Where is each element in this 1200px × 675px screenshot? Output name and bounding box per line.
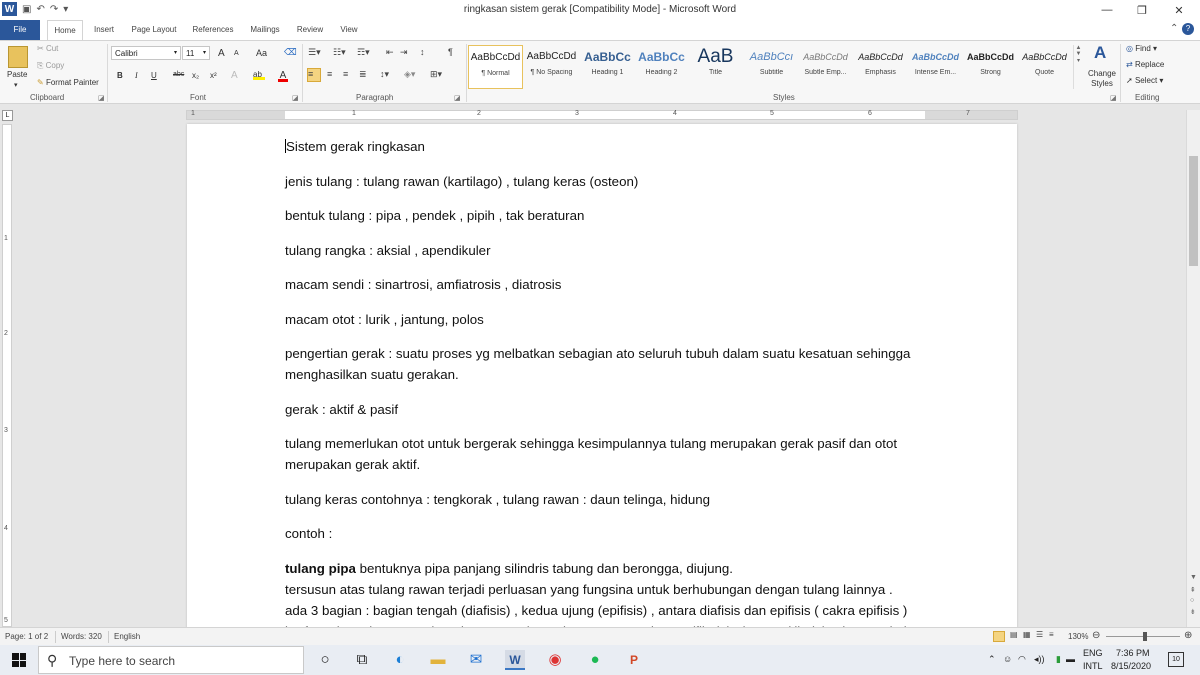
change-case-button[interactable]: Aa	[256, 48, 268, 58]
tab-insert[interactable]: Insert	[93, 25, 114, 34]
change-styles-button[interactable]: Change Styles	[1087, 69, 1117, 88]
font-launcher-icon[interactable]: ◪	[292, 95, 299, 102]
align-center-icon[interactable]: ≡	[327, 69, 333, 79]
outline-icon[interactable]: ☰	[1036, 630, 1044, 639]
numbering-icon[interactable]: ☷▾	[333, 47, 346, 57]
format-painter-label: Format Painter	[45, 78, 99, 87]
ruler-number: 3	[575, 110, 579, 117]
style-sample: AaB	[697, 46, 734, 67]
chevron-down-icon: ▾	[202, 50, 206, 56]
style-name: Strong	[980, 69, 1001, 76]
zoom-out-icon[interactable]: ⊖	[1092, 630, 1101, 641]
ribbon-home	[0, 40, 1200, 104]
ruler-number: 2	[477, 110, 481, 117]
paragraph[interactable]: contoh :	[285, 526, 333, 541]
wifi-icon[interactable]: ◠	[1018, 654, 1026, 664]
clipboard-group-label: Clipboard	[30, 93, 65, 102]
redo-icon[interactable]: ↷	[49, 3, 59, 15]
ruler-number: 1	[191, 110, 195, 117]
align-left-icon[interactable]: ≡	[307, 68, 321, 82]
show-formatting-icon[interactable]: ¶	[448, 47, 453, 57]
style-sample: AaBbCcDd	[803, 52, 848, 62]
draft-icon[interactable]: ≡	[1049, 630, 1054, 639]
styles-gallery-scroll[interactable]: ▲ ▼ ▾	[1073, 45, 1083, 89]
style-sample: AaBbCcDd	[1022, 52, 1067, 62]
paragraph-tulang-pipa[interactable]	[285, 558, 925, 579]
edge-icon[interactable]: ◐	[395, 651, 405, 668]
paste-button[interactable]: Paste	[7, 70, 28, 79]
style-name: Quote	[1034, 69, 1055, 76]
word-taskbar-icon[interactable]: W	[505, 650, 525, 670]
decrease-indent-icon[interactable]: ⇤	[386, 47, 394, 57]
style-heading-1[interactable]	[580, 45, 635, 89]
style-name: Title	[709, 69, 722, 76]
input-language-line1[interactable]: ENG	[1083, 648, 1103, 658]
cursor-arrow-icon: ➚	[1126, 76, 1135, 85]
style-sample: AaBbCcDd	[911, 52, 959, 62]
tab-home[interactable]: Home	[47, 20, 83, 41]
prev-page-icon[interactable]: ⇞	[1190, 587, 1196, 594]
clock-date[interactable]: 8/15/2020	[1111, 661, 1152, 671]
replace-label: Replace	[1134, 60, 1165, 69]
tab-selector[interactable]: L	[2, 110, 13, 121]
chevron-down-icon: ▾	[173, 50, 177, 56]
clipboard-launcher-icon[interactable]: ◪	[98, 95, 105, 102]
find-label: Find	[1135, 44, 1151, 53]
paragraph-launcher-icon[interactable]: ◪	[454, 95, 461, 102]
paragraph[interactable]: macam otot : lurik , jantung, polos	[285, 311, 484, 327]
input-language-line2[interactable]: INTL	[1083, 661, 1103, 671]
customize-qat-icon[interactable]: ▾	[63, 3, 69, 15]
next-page-icon[interactable]: ⇟	[1190, 609, 1196, 616]
style-sample: AaBbCcDd	[470, 52, 521, 63]
find-button[interactable]: ◎ Find ▾	[1126, 44, 1158, 53]
paragraph[interactable]: tulang keras contohnya : tengkorak , tulang rawan : daun telinga, hidung	[285, 491, 711, 507]
scrollbar-thumb[interactable]	[1189, 156, 1198, 266]
select-button[interactable]: ➚ Select ▾	[1126, 76, 1164, 85]
paragraph[interactable]: bentuk tulang : pipa , pendek , pipih , tak beraturan	[285, 208, 585, 223]
style-sample: AaBbCcDd	[858, 52, 903, 62]
change-styles-icon: A	[1094, 43, 1107, 62]
language[interactable]: English	[114, 632, 141, 641]
style-name: Intense Em...	[914, 69, 957, 76]
style-subtitle[interactable]	[744, 45, 799, 89]
word-count[interactable]: Words: 320	[61, 632, 102, 641]
keyboard-icon[interactable]: ▬	[1066, 654, 1075, 664]
vertical-ruler[interactable]	[2, 124, 12, 627]
ruler-number: 1	[4, 235, 8, 242]
ruler-number: 3	[4, 427, 8, 434]
ruler-number: 5	[770, 110, 774, 117]
font-size-box[interactable]	[182, 46, 210, 60]
tab-view[interactable]: View	[340, 25, 358, 34]
ruler-right-margin	[925, 111, 1017, 119]
status-divider	[108, 631, 109, 643]
restore-button[interactable]: ❐	[1137, 4, 1147, 17]
style-title[interactable]	[688, 45, 743, 89]
ribbon-tabs	[0, 20, 1200, 40]
save-icon[interactable]: ▣	[22, 3, 32, 15]
ruler-number: 2	[4, 330, 8, 337]
grow-font-button[interactable]: A	[218, 48, 225, 59]
style-name: Heading 1	[591, 69, 624, 76]
style-subtle-emphasis[interactable]	[798, 45, 853, 89]
paragraph[interactable]: macam sendi : sinartrosi, amfiatrosis , diatrosis	[285, 277, 562, 292]
tab-review[interactable]: Review	[296, 25, 324, 34]
print-layout-icon[interactable]	[993, 631, 1005, 642]
scissors-icon: ✂	[37, 44, 46, 53]
status-divider	[55, 631, 56, 643]
bold-button[interactable]: B	[117, 71, 123, 80]
subscript-button[interactable]: x₂	[192, 71, 200, 80]
title-bar	[0, 0, 1200, 20]
brush-icon: ✎	[37, 78, 46, 87]
paragraph[interactable]: pengertian gerak : suatu proses yg melbatkan sebagian ato seluruh tubuh dalam suatu kesatuan sehingga menghasilkan suatu gerakan.	[285, 346, 911, 382]
ruler-number: 1	[352, 110, 356, 117]
tab-page-layout[interactable]: Page Layout	[131, 25, 177, 34]
chrome-icon[interactable]: ◉	[548, 651, 562, 668]
ruler-number: 6	[868, 110, 872, 117]
people-icon[interactable]: ☺	[1003, 654, 1013, 664]
group-divider	[107, 44, 108, 102]
format-painter-button[interactable]	[37, 78, 99, 87]
align-right-icon[interactable]: ≡	[343, 69, 349, 79]
sort-icon[interactable]: ↕	[420, 47, 425, 57]
ruler-number: 4	[4, 525, 8, 532]
replace-button[interactable]	[1126, 60, 1164, 69]
file-explorer-icon[interactable]: ▬	[430, 651, 446, 668]
style-sample: AaBbCcı	[749, 51, 794, 63]
font-group-label: Font	[190, 93, 207, 102]
bold-term: tulang pipa	[285, 560, 356, 576]
justify-icon[interactable]: ≣	[359, 69, 367, 79]
font-color-icon[interactable]: A	[279, 70, 287, 81]
style-heading-2[interactable]	[634, 45, 689, 89]
volume-icon[interactable]: ◂))	[1034, 654, 1045, 664]
mail-icon[interactable]: ✉	[469, 651, 483, 668]
tab-file[interactable]: File	[0, 20, 40, 40]
strikethrough-button[interactable]: abc	[173, 71, 185, 78]
paragraph-text: bentuknya pipa panjang silindris tabung dan berongga, diujung.	[355, 560, 733, 576]
line-spacing-icon[interactable]: ↕▾	[380, 69, 390, 79]
styles-launcher-icon[interactable]: ◪	[1110, 95, 1117, 102]
style-no-spacing[interactable]	[524, 45, 579, 89]
close-button[interactable]: ✕	[1174, 4, 1184, 17]
paragraph[interactable]: tulang rangka : aksial , apendikuler	[285, 242, 491, 258]
style-intense-emphasis[interactable]	[908, 45, 963, 89]
scroll-down-icon[interactable]: ▼	[1190, 574, 1197, 581]
group-divider	[1120, 44, 1121, 102]
help-icon[interactable]: ?	[1182, 23, 1194, 35]
paragraph[interactable]: ada 3 bagian : bagian tengah (diafisis) , kedua ujung (epifisis) , antara diafisis dan epifisis ( cakra epifisis )	[285, 602, 908, 618]
status-bar	[0, 627, 1200, 645]
shading-icon[interactable]: ◈▾	[404, 69, 416, 79]
paragraph[interactable]: gerak : aktif & pasif	[285, 401, 399, 417]
web-layout-icon[interactable]: ▦	[1023, 630, 1031, 639]
style-name: Emphasis	[865, 69, 896, 76]
font-size-value: 11	[186, 49, 195, 58]
clear-formatting-icon[interactable]: ⌫	[284, 47, 297, 57]
replace-icon: ⇄	[1126, 60, 1135, 69]
copy-button[interactable]	[37, 61, 64, 71]
italic-button[interactable]: I	[135, 71, 138, 80]
style-quote[interactable]	[1017, 45, 1072, 89]
ruler-number: 5	[4, 617, 8, 624]
cut-button[interactable]	[37, 44, 58, 53]
full-screen-reading-icon[interactable]: ▤	[1010, 630, 1018, 639]
style-normal[interactable]	[468, 45, 523, 89]
binoculars-icon: ◎	[1126, 44, 1136, 53]
style-name: ¶ Normal	[481, 70, 510, 77]
style-sample: AaBbCcDd	[966, 52, 1014, 62]
document-body[interactable]	[285, 136, 925, 634]
windows-taskbar	[0, 645, 1200, 675]
editing-group-label: Editing	[1135, 93, 1160, 102]
cortana-icon[interactable]: ○	[320, 651, 330, 668]
font-name-box[interactable]	[111, 46, 181, 60]
windows-start-icon[interactable]	[12, 653, 26, 667]
tab-mailings[interactable]: Mailings	[250, 25, 280, 34]
word-logo-icon: W	[2, 2, 17, 16]
paste-dropdown-icon[interactable]: ▾	[14, 82, 18, 89]
search-placeholder: Type here to search	[69, 654, 176, 668]
taskbar-search[interactable]	[38, 646, 304, 674]
zoom-in-icon[interactable]: ⊕	[1184, 630, 1193, 641]
bullets-icon[interactable]: ☰▾	[308, 47, 321, 57]
style-name: Subtitle	[759, 69, 784, 76]
style-name: Heading 2	[645, 69, 678, 76]
tab-references[interactable]: References	[192, 25, 234, 34]
zoom-level[interactable]: 130%	[1068, 632, 1089, 641]
multilevel-list-icon[interactable]: ☶▾	[357, 47, 370, 57]
select-label: Select	[1134, 76, 1158, 85]
horizontal-ruler[interactable]	[186, 110, 1018, 120]
shrink-font-button[interactable]: A	[234, 50, 239, 57]
tray-expand-icon[interactable]: ⌃	[988, 654, 996, 664]
page-count[interactable]: Page: 1 of 2	[5, 632, 49, 641]
spotify-icon[interactable]: ●	[590, 651, 600, 668]
paragraph[interactable]: jenis tulang : tulang rawan (kartilago) , tulang keras (osteon)	[285, 173, 639, 189]
ruler-number: 7	[966, 110, 970, 117]
document-page[interactable]	[187, 124, 1017, 634]
style-emphasis[interactable]	[853, 45, 908, 89]
styles-group-label: Styles	[773, 93, 795, 102]
doc-title-text: Sistem gerak ringkasan	[286, 139, 425, 154]
ruler-number: 4	[673, 110, 677, 117]
search-icon: ⚲	[47, 652, 58, 668]
doc-title[interactable]	[285, 136, 925, 157]
increase-indent-icon[interactable]: ⇥	[400, 47, 408, 57]
browse-object-icon[interactable]: ○	[1190, 597, 1195, 604]
zoom-slider-thumb[interactable]	[1143, 632, 1147, 641]
minimize-button[interactable]: —	[1101, 4, 1113, 16]
highlight-icon[interactable]: ab	[253, 70, 265, 80]
paragraph[interactable]: tulang memerlukan otot untuk bergerak sehingga kesimpulannya tulang merupakan gerak pasif dan otot merupakan gerak aktif.	[285, 436, 898, 472]
notification-center-icon[interactable]: 10	[1168, 652, 1184, 667]
copy-icon: ⎘	[37, 61, 46, 70]
window-title: ringkasan sistem gerak [Compatibility Mode] - Microsoft Word	[463, 4, 737, 15]
clock-time[interactable]: 7:36 PM	[1116, 648, 1150, 658]
paragraph[interactable]: tersusun atas tulang rawan terjadi perluasan yang fungsina untuk berhubungan dengan tulang lainnya .	[285, 581, 893, 597]
font-name-value: Calibri	[115, 49, 138, 58]
style-name: ¶ No Spacing	[530, 69, 573, 76]
underline-button[interactable]: U	[151, 71, 157, 80]
style-strong[interactable]	[963, 45, 1018, 89]
paragraph-group-label: Paragraph	[356, 93, 394, 102]
vertical-scrollbar[interactable]	[1186, 110, 1200, 627]
powerpoint-icon[interactable]: P	[629, 653, 638, 667]
borders-icon[interactable]: ⊞▾	[430, 69, 443, 79]
cut-label: Cut	[45, 44, 59, 53]
ruler-left-margin	[187, 111, 285, 119]
group-divider	[466, 44, 467, 102]
superscript-button[interactable]: x²	[210, 71, 217, 80]
style-sample: AaBbCcDd	[526, 51, 577, 62]
battery-icon[interactable]: ▮	[1056, 654, 1061, 664]
task-view-icon[interactable]: ⧉	[356, 651, 368, 668]
text-effects-icon[interactable]: A	[231, 70, 238, 81]
style-sample: AaBbCc	[638, 50, 685, 64]
group-divider	[302, 44, 303, 102]
minimize-ribbon-icon[interactable]: ⌃	[1170, 23, 1179, 34]
copy-label: Copy	[45, 61, 65, 70]
style-name: Subtle Emp...	[804, 69, 847, 76]
style-sample: AaBbCc	[584, 50, 631, 64]
paste-icon[interactable]	[8, 46, 28, 68]
undo-icon[interactable]: ↶	[36, 3, 45, 15]
